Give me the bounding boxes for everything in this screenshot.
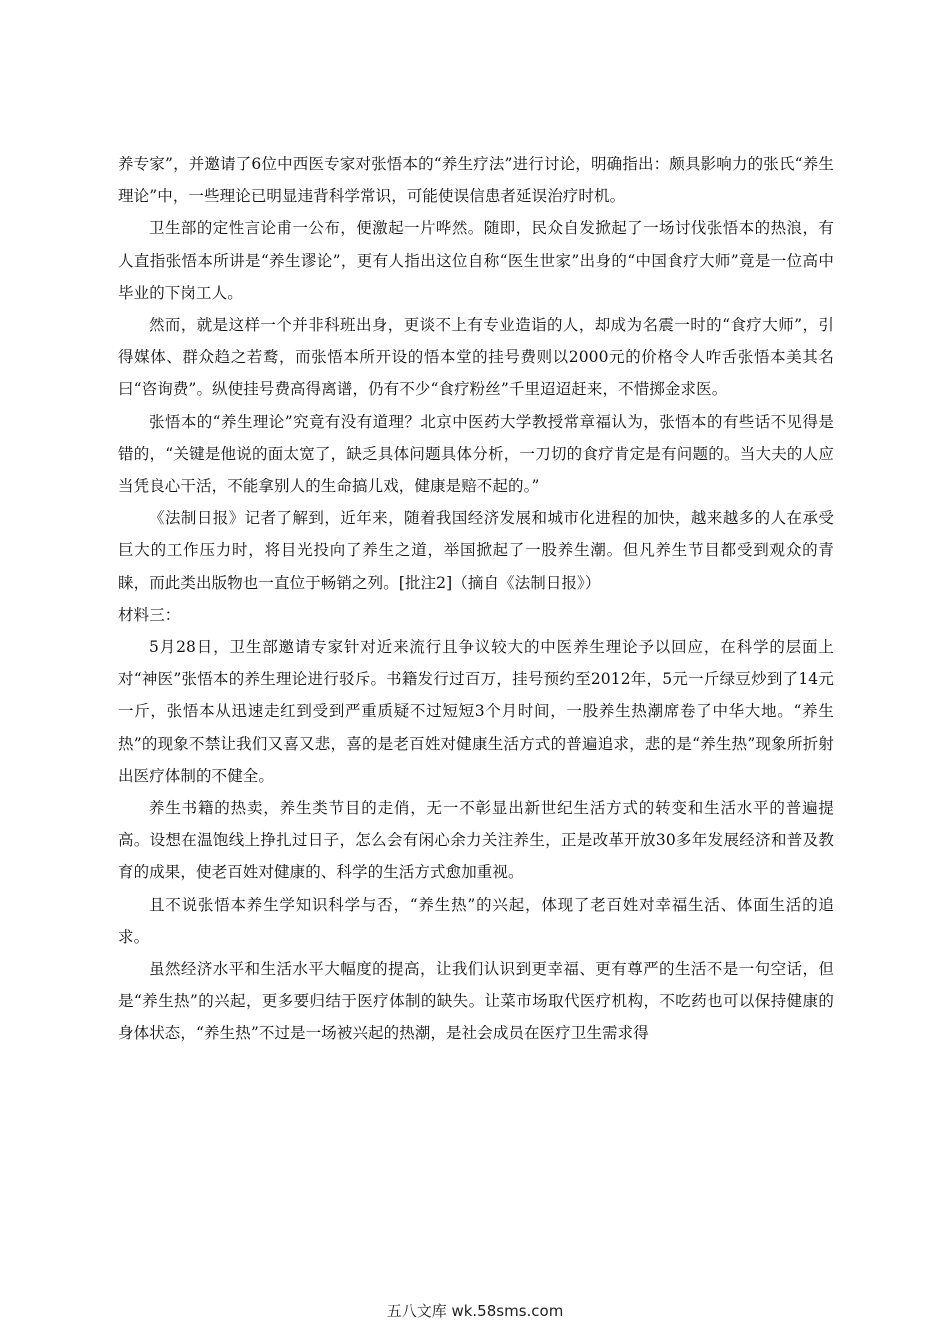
document-body — [118, 148, 834, 1050]
paragraph: 《法制日报》记者了解到，近年来，随着我国经济发展和城市化进程的加快，越来越多的人在承受巨大的工作压力时，将目光投向了养生之道，举国掀起了一股养生潮。但凡养生节目都受到观众的青睐，而此类出版物也一直位于畅销之列。[批注2]（摘自《法制日报》） — [118, 509, 834, 592]
paragraph: 养专家”，并邀请了6位中西医专家对张悟本的“养生疗法”进行讨论，明确指出：颇具影响力的张氏“养生理论”中，一些理论已明显违背科学常识，可能使误信患者延误治疗时机。 — [118, 155, 834, 206]
paragraph: 且不说张悟本养生学知识科学与否，“养生热”的兴起，体现了老百姓对幸福生活、体面生活的追求。 — [118, 895, 834, 946]
section-heading: 材料三： — [118, 605, 181, 624]
paragraph: 虽然经济水平和生活水平大幅度的提高，让我们认识到更幸福、更有尊严的生活不是一句空话，但是“养生热”的兴起，更多要归结于医疗体制的缺失。让菜市场取代医疗机构，不吃药也可以保持健康的身体状态，“养生热”不过是一场被兴起的热潮，是社会成员在医疗卫生需求得 — [118, 960, 834, 1043]
paragraph: 养生书籍的热卖，养生类节目的走俏，无一不彰显出新世纪生活方式的转变和生活水平的普遍提高。设想在温饱线上挣扎过日子，怎么会有闲心余力关注养生，正是改革开放30多年发展经济和普及教育的成果，使老百姓对健康的、科学的生活方式愈加重视。 — [118, 799, 834, 882]
page-footer: 五八文库 wk.58sms.com — [386, 1302, 564, 1320]
paragraph: 卫生部的定性言论甫一公布，便激起一片哗然。随即，民众自发掀起了一场讨伐张悟本的热浪，有人直指张悟本所讲是“养生谬论”，更有人指出这位自称“医生世家”出身的“中国食疗大师”竟是一位高中毕业的下岗工人。 — [118, 219, 834, 302]
paragraph: 张悟本的“养生理论”究竟有没有道理？北京中医药大学教授常章福认为，张悟本的有些话不见得是错的，“关键是他说的面太宽了，缺乏具体问题具体分析，一刀切的食疗肯定是有问题的。当大夫的人应当凭良心干活，不能拿别人的生命搞儿戏，健康是赔不起的。” — [118, 412, 834, 496]
paragraph: 然而，就是这样一个并非科班出身，更谈不上有专业造诣的人，却成为名震一时的“食疗大师”，引得媒体、群众趋之若鹜，而张悟本所开设的悟本堂的挂号费则以2000元的价格令人咋舌张悟本美其名曰“咨询费”。纵使挂号费高得离谱，仍有不少“食疗粉丝”千里迢迢赶来，不惜掷金求医。 — [118, 316, 834, 399]
paragraph: 5月28日，卫生部邀请专家针对近来流行且争议较大的中医养生理论予以回应，在科学的层面上对“神医”张悟本的养生理论进行驳斥。书籍发行过百万，挂号预约至2012年，5元一斤绿豆炒到了14元一斤，张悟本从迅速走红到受到严重质疑不过短短3个月时间，一股养生热潮席卷了中华大地。“养生热”的现象不禁让我们又喜又悲，喜的是老百姓对健康生活方式的普遍追求，悲的是“养生热”现象所折射出医疗体制的不健全。 — [118, 638, 834, 785]
